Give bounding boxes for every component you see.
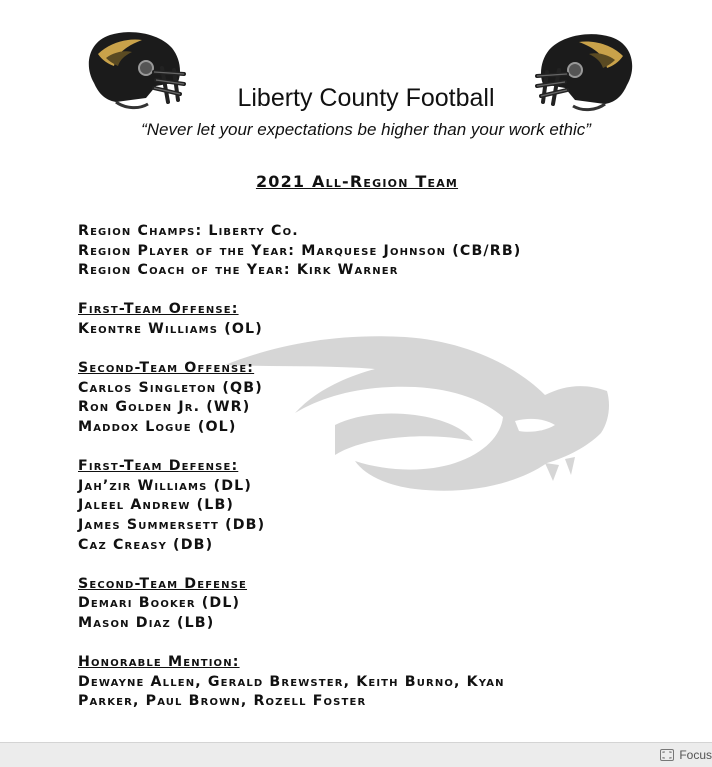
focus-icon — [660, 749, 674, 761]
player-entry: Caz Creasy (DB) — [78, 536, 214, 553]
player-entry: Jah’zir Williams (DL) — [78, 477, 252, 494]
document-title: Liberty County Football — [237, 84, 495, 112]
award-line — [78, 222, 678, 242]
player-entry: Demari Booker (DL) — [78, 595, 241, 612]
section-title-second-team-offense: Second-Team Offense: — [78, 360, 255, 377]
player-entry: James Summersett (DB) — [78, 516, 266, 533]
player-entry: Carlos Singleton (QB) — [78, 379, 263, 396]
player-entry: Ron Golden Jr. (WR) — [78, 399, 251, 416]
honorable-mention-line: Dewayne Allen, Gerald Brewster, Keith Burno, Kyan — [78, 673, 505, 690]
award-line — [78, 242, 678, 262]
player-entry: Maddox Logue (OL) — [78, 418, 237, 435]
honorable-mention-line: Parker, Paul Brown, Rozell Foster — [78, 693, 367, 710]
award-value: Kirk Warner — [296, 262, 399, 279]
award-label: Region Coach of the Year: — [78, 262, 291, 279]
section-title-honorable-mention: Honorable Mention: — [78, 654, 240, 671]
focus-button[interactable] — [660, 747, 712, 763]
section-title-second-team-defense: Second-Team Defense — [78, 575, 248, 592]
player-entry: Keontre Williams (OL) — [78, 320, 263, 337]
award-line — [78, 261, 678, 281]
player-entry: Mason Diaz (LB) — [78, 614, 215, 631]
award-value: Marquese Johnson (CB/RB) — [301, 242, 522, 259]
page-heading: 2021 All-Region Team — [255, 172, 459, 191]
award-label: Region Champs: — [78, 223, 203, 239]
player-entry: Jaleel Andrew (LB) — [78, 497, 235, 514]
roster-list — [78, 222, 678, 712]
award-label: Region Player of the Year: — [78, 242, 296, 259]
focus-label: Focus — [679, 748, 712, 762]
motto: “Never let your expectations be higher than your work ethic” — [141, 120, 591, 139]
section-title-first-team-offense: First-Team Offense: — [78, 301, 239, 318]
award-value: Liberty Co. — [208, 223, 299, 239]
section-title-first-team-defense: First-Team Defense: — [78, 458, 239, 475]
viewer-toolbar — [0, 742, 712, 767]
